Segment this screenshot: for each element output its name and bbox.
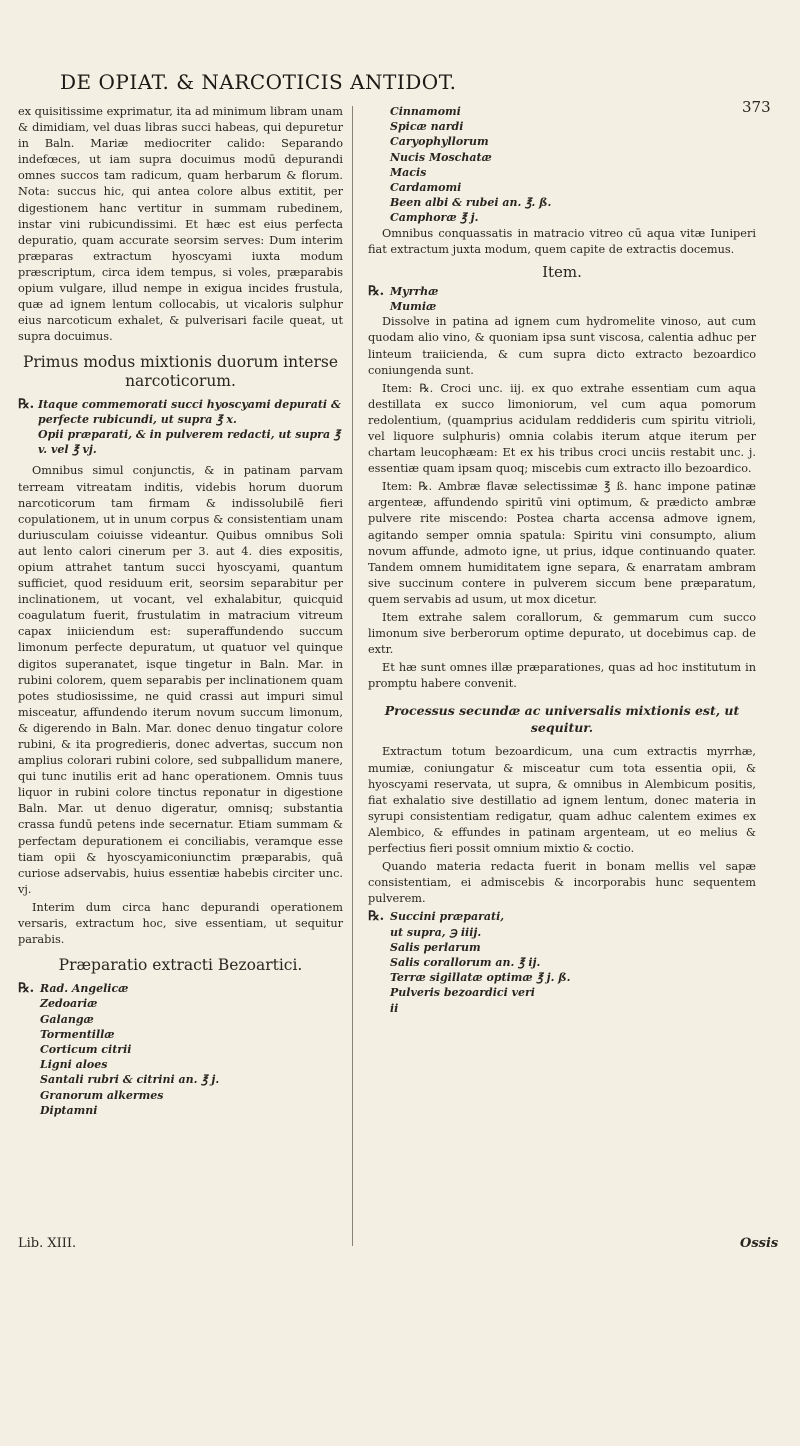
right-paragraph-1: Omnibus conquassatis in matracio vitreo cū aqua vitæ Iuniperi fiat extractum juxta modum, quem capite de extractis docemus. — [368, 226, 756, 256]
ingredient-item: Macis — [390, 165, 427, 179]
ingredient-item: Diptamni — [40, 1103, 98, 1117]
left-column — [18, 104, 343, 1118]
running-head: DE OPIAT. & NARCOTICIS ANTIDOT. — [60, 70, 457, 94]
ingredient-item: Pulveris bezoardici veri — [390, 986, 535, 1000]
ingredient-item: Salis corallorum an. ℥ ij. — [390, 956, 541, 970]
ingredient-item: Nucis Moschatæ — [390, 150, 492, 164]
ingredient-item: Santali rubri & citrini an. ℥ j. — [40, 1073, 220, 1087]
ingredient-item: Ligni aloes — [40, 1058, 108, 1072]
ingredient-item: ℞. Myrrhæ — [368, 283, 439, 299]
catchword: Ossis — [740, 1236, 779, 1251]
ingredient-item: Spicæ nardi — [390, 120, 464, 134]
left-paragraph-3: Interim dum circa hanc depurandi operationem versaris, extractum hoc, sive essentiam, ut sequitur parabis. — [18, 900, 343, 947]
ingredient-item: Granorum alkermes — [40, 1088, 164, 1102]
signature-mark: Lib. XIII. — [18, 1236, 77, 1251]
ingredient-item: Tormentillæ — [40, 1027, 115, 1041]
column-divider — [352, 106, 353, 1246]
ingredient-list-right — [368, 104, 756, 226]
heading-primus-modus: Primus modus mixtionis duorum interse narcoticorum. — [22, 353, 339, 391]
left-paragraph-1: ex quisitissime exprimatur, ita ad minimum libram unam & dimidiam, vel duas libras succi habeas, qui depuretur in Baln. Mariæ mediocriter calido: Separando indefœces, ut iam supra docuimus modū depurandi omnes succos tam radicum, quam herbarum & florum. Nota: succus hic, qui antea colore albus extitit, per digestionem hanc vertitur in summam rubedinem, instar vini rubicundissimi. Et hæc est eius perfecta depuratio, quam accurate seorsim serves: Dum interim præparas extractum hyoscyami iuxta modum præscriptum, circa idem tempus, si voles, præparabis opium vulgare, illud nempe in exigua incides frustula, quæ ad ignem lentum collocabis, ut vicaloris sulphur eius narcoticum exhalet, & pulverisari facile queat, ut supra docuimus. — [18, 105, 343, 344]
recipe-line — [18, 397, 343, 427]
right-column — [368, 104, 756, 1016]
ingredient-item: ℞. Rad. Angelicæ — [18, 981, 129, 997]
ingredient-item: ii — [390, 1001, 399, 1015]
right-paragraph-3: Item: ℞. Croci unc. iij. ex quo extrahe essentiam cum aqua destillata ex succo limoniorum, vel cum aqua pomorum redolentium, (quamprius acidulam reddideris cum spiritu vitrioli, vel liquore sulphuris) omnia colabis iterum atque iterum per chartam leucophæam: Et ex his tribus croci unciis restabit unc. j. essentiæ quam ipsam quoq; miscebis cum extracto illo bezoardico. — [368, 381, 756, 476]
recipe-symbol-icon: ℞. — [18, 397, 35, 413]
right-paragraph-2: Dissolve in patina ad ignem cum hydromelite vinoso, aut cum quodam alio vino, & quoniam ipsa sunt viscosa, calentia adhuc per linteum traiicienda, & cum supra dicto extracto bezoardico coniungenda sunt. — [368, 315, 756, 377]
right-paragraph-5: Item extrahe salem corallorum, & gemmarum cum succo limonum sive berberorum optime depurato, ut docebimus cap. de extr. — [368, 611, 756, 657]
ingredient-item: Been albi & rubei an. ℥. ß. — [390, 196, 552, 210]
recipe-text: Itaque commemorati succi hyoscyami depurati & perfecte rubicundi, ut supra ℥ x. — [38, 398, 341, 427]
ingredient-item: Salis perlarum — [390, 940, 481, 954]
ingredient-item: Corticum citrii — [40, 1043, 132, 1057]
ingredient-item: Cinnamomi — [390, 105, 461, 118]
right-paragraph-8: Quando materia redacta fuerit in bonam mellis vel sapæ consistentiam, ei admiscebis & incorporabis hunc sequentem pulverem. — [368, 860, 756, 906]
heading-item: Item. — [542, 262, 582, 281]
ingredient-item: Terræ sigillatæ optimæ ℥ j. ß. — [390, 971, 571, 985]
left-paragraph-2: Omnibus simul conjunctis, & in patinam parvam terream vitreatam inditis, videbis horum duorum narcoticorum tam firmam & indissolubilē fieri copulationem, ut in unum corpus & consistentiam unam duriusculam coiuisse videantur. Quibus omnibus Soli aut lento calori cinerum per 3. aut 4. dies expositis, opium attrahet tantum succi hyoscyami, quantum sufficiet, quod residuum erit, seorsim separabitur per inclinationem, ut vocant, vel exhalabitur, quicquid coagulatum fuerit, frustulatim in matracium vitreum capax iniiciendum est: superaffundendo succum limonum perfecte depuratum, ut quatuor vel quinque digitos superanatet, isque tingetur in Baln. Mar. in rubini colorem, quem separabis per inclinationem quam potes studiosissime, ne quid crassi aut impuri simul misceatur, affundendo iterum novum succum limonum, & digerendo in Baln. Mar. donec denuo tingatur colore rubini, & ita progredieris, donec advertas, succum non amplius colorari rubini colore, sed subpallidum manere, qui tunc inutilis erit ad hanc operationem. Omnis tuus liquor in rubini colore tinctus reponatur in digestione Baln. Mar. ut denuo digeratur, omnisq; substantia crassa fundū petens inde secernatur. Etiam summam & perfectam depurationem ei conciliabis, veramque esse tiam opii & hyoscyamiconiunctim præparabis, quā curiose adservabis, huius essentiæ habebis circiter unc. vj. — [18, 464, 343, 896]
right-paragraph-7: Extractum totum bezoardicum, una cum extractis myrrhæ, mumiæ, coniungatur & misceatur cum tota essentia opii, & hyoscyami reservata, ut supra, & omnibus in Alembicum positis, fiat exhalatio sive destillatio ad ignem lentum, donec materia in syrupi consistentiam redigatur, quam adhuc calentem eximes ex Alembico, & effundes in patinam argenteam, ut eo melius & perfectius fieri possit omnium mixtio & coctio. — [368, 745, 756, 856]
recipe-1 — [18, 397, 343, 457]
right-paragraph-6: Et hæ sunt omnes illæ præparationes, quas ad hoc institutum in promptu habere convenit. — [368, 661, 756, 691]
ingredient-item: Caryophyllorum — [390, 135, 489, 149]
recipe-line — [18, 427, 343, 457]
heading-praeparatio: Præparatio extracti Bezoartici. — [58, 956, 303, 975]
ingredient-item: Zedoariæ — [40, 997, 98, 1011]
page-number: 373 — [742, 98, 771, 116]
recipe-symbol-icon: ℞. — [18, 981, 35, 997]
final-ingredients — [368, 909, 756, 1015]
right-paragraph-4: Item: ℞. Ambræ flavæ selectissimæ ℥ ß. hanc impone patinæ argenteæ, affundendo spiritū vini optimum, & prædicto ambræ pulvere rite miscendo: Postea charta accensa admove ignem, agitando semper omnia spatula: Spiritu vini consumpto, alium novum affunde, admoto igne, ut prius, idque continuando quater. Tandem omnem humiditatem igne separa, & enarratam ambram sive succinum contere in pulverem siccum bene præparatum, quem servabis ad usum, ut mox dicetur. — [368, 480, 756, 606]
recipe-text: Opii præparati, & in pulverem redacti, ut supra ℥ v. vel ℥ vj. — [38, 428, 341, 457]
ingredient-item: Galangæ — [40, 1012, 94, 1026]
ingredient-item: Camphoræ ℥ j. — [390, 211, 479, 225]
ingredient-item: Mumiæ — [390, 300, 437, 314]
ingredient-item: ℞. Succini præparati, — [368, 909, 505, 925]
item-ingredients — [368, 284, 756, 314]
recipe-symbol-icon: ℞. — [368, 283, 385, 299]
ingredient-item: Cardamomi — [390, 181, 462, 195]
recipe-symbol-icon: ℞. — [368, 909, 385, 925]
ingredient-list-left — [18, 981, 343, 1118]
ingredient-item: ut supra, ℈ iiij. — [390, 925, 482, 939]
heading-processus: Processus secundæ ac universalis mixtionis est, ut sequitur. — [384, 703, 740, 736]
